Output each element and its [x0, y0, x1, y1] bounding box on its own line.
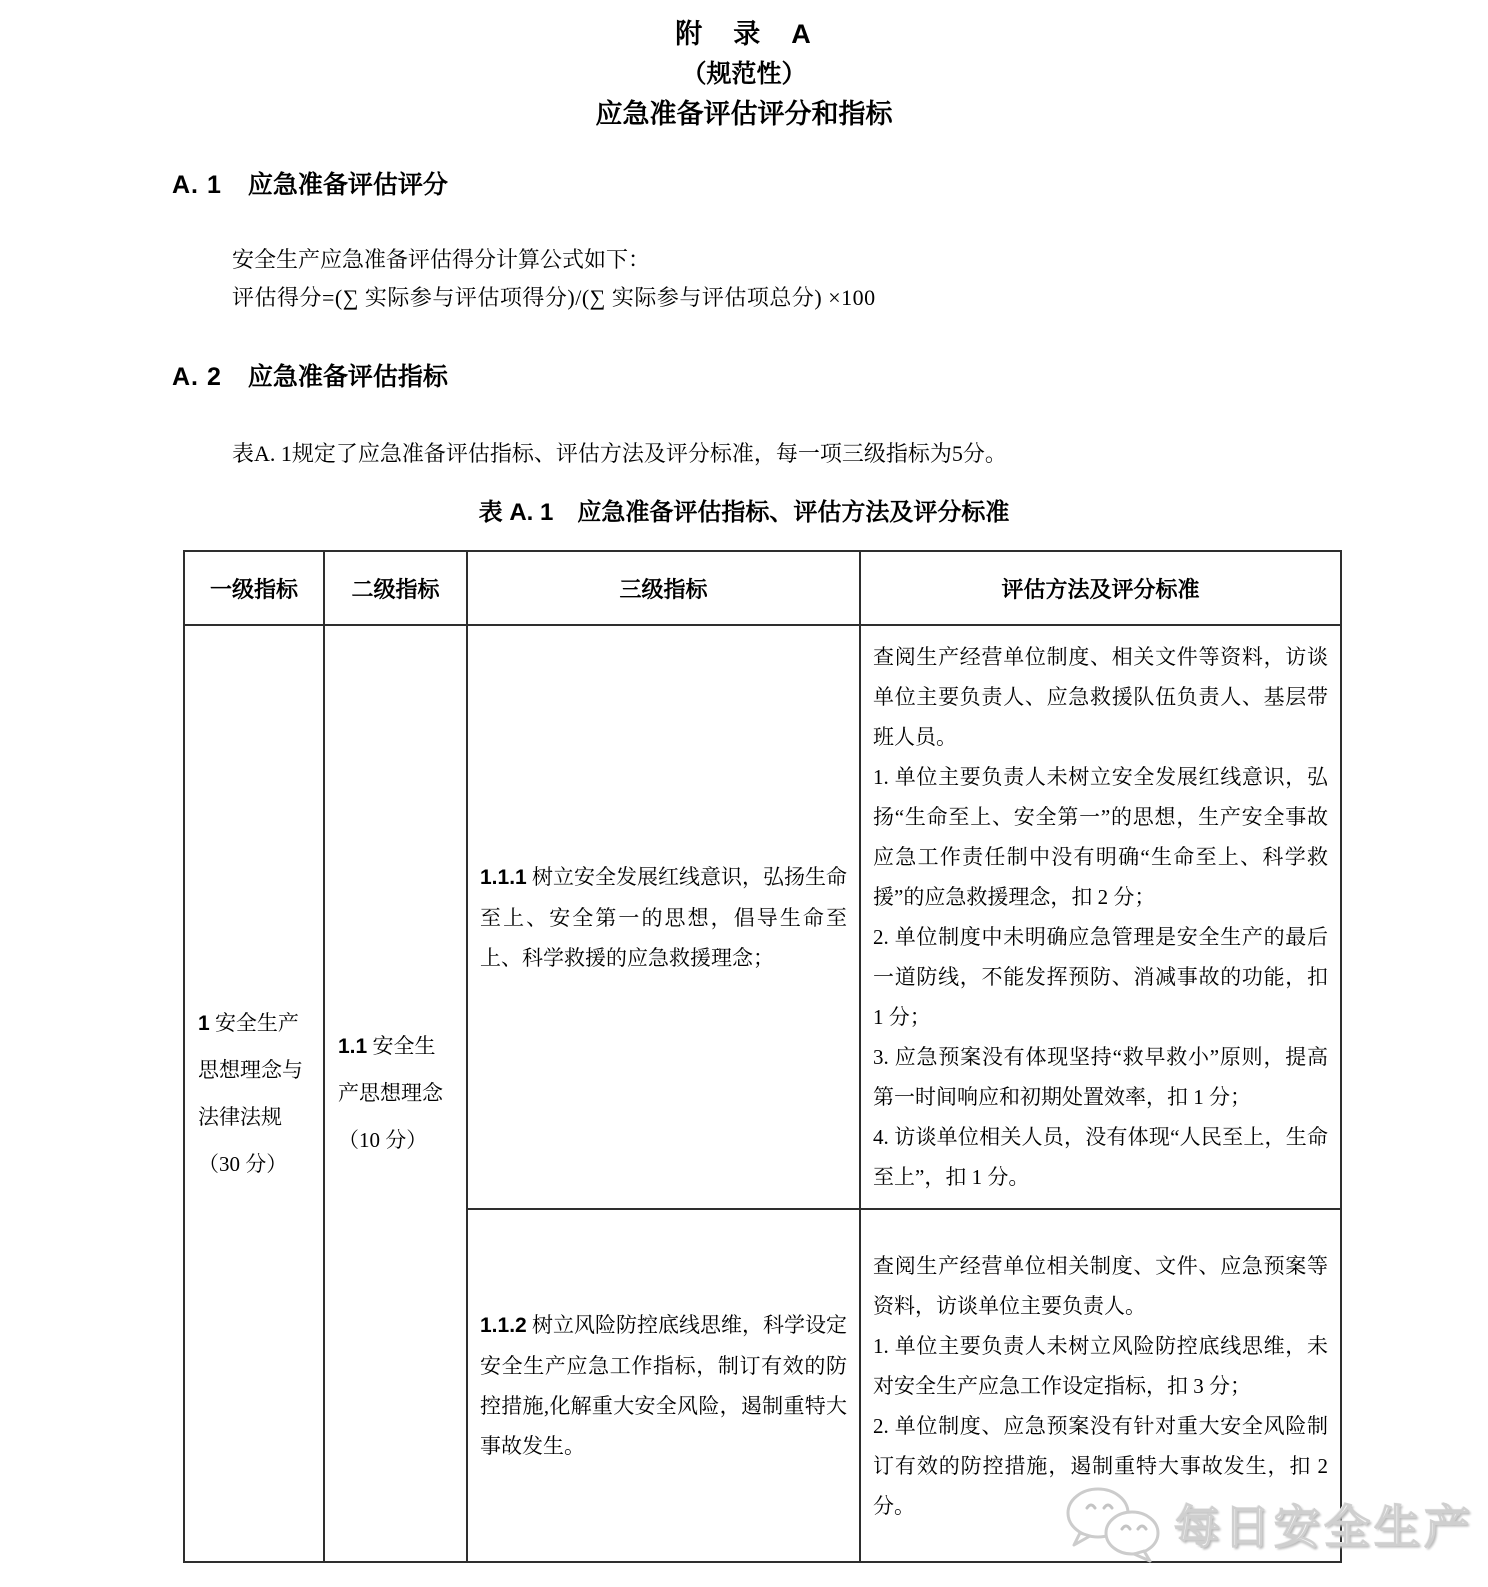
- level2-label: 安全生产思想理念: [338, 1034, 443, 1105]
- appendix-title: 附 录 A: [675, 19, 813, 49]
- appendix-table: [183, 550, 1342, 1563]
- level1-indicator-cell: [184, 625, 324, 1562]
- table-row: [184, 625, 1341, 1209]
- level3-text: 树立安全发展红线意识，弘扬生命至上、安全第一的思想，倡导生命至上、科学救援的应急救援理念；: [480, 864, 848, 970]
- watermark-text: 每日安全生产: [1174, 1501, 1474, 1553]
- method-paragraph: 查阅生产经营单位相关制度、文件、应急预案等资料，访谈单位主要负责人。: [873, 1253, 1328, 1318]
- method-paragraph: 1. 单位主要负责人未树立安全发展红线意识，弘扬“生命至上、安全第一”的思想，生产安全事故应急工作责任制中没有明确“生命至上、科学救援”的应急救援理念，扣 2 分；: [873, 765, 1328, 909]
- level1-score: （30 分）: [198, 1151, 288, 1176]
- level2-score: （10 分）: [338, 1128, 428, 1152]
- method-cell: [860, 625, 1341, 1209]
- level3-number: 1.1.2: [480, 1314, 527, 1337]
- a1-intro-paragraph: 安全生产应急准备评估得分计算公式如下：: [232, 247, 651, 272]
- level1-label: 安全生产思想理念与法律法规: [198, 1010, 303, 1129]
- section-a2-heading: [172, 360, 1488, 394]
- level2-number: 1.1: [338, 1035, 368, 1058]
- normative-label: （规范性）: [681, 60, 807, 88]
- header-cell-level1: 一级指标: [184, 551, 324, 625]
- a2-intro-paragraph: 表A. 1规定了应急准备评估指标、评估方法及评分标准，每一项三级指标为5分。: [232, 441, 1007, 466]
- level1-indicator-text: [198, 1000, 310, 1141]
- section-a2-title: 应急准备评估指标: [247, 363, 448, 391]
- level3-indicator-cell: [467, 625, 860, 1209]
- level3-indicator-cell: [467, 1209, 860, 1562]
- table-caption-title: 应急准备评估指标、评估方法及评分标准: [577, 499, 1010, 526]
- a1-formula: 评估得分=(∑ 实际参与评估项得分)/(∑ 实际参与评估项总分) ×100: [232, 285, 876, 310]
- table-header-row: [184, 551, 1341, 625]
- level3-text: 树立风险防控底线思维，科学设定安全生产应急工作指标，制订有效的防控措施,化解重大安全风险，遏制重特大事故发生。: [480, 1313, 848, 1458]
- method-paragraph: 3. 应急预案没有体现坚持“救早救小”原则，提高第一时间响应和初期处置效率，扣 1 分；: [873, 1045, 1328, 1109]
- method-paragraph: 2. 单位制度中未明确应急管理是安全生产的最后一道防线，不能发挥预防、消减事故的功能，扣 1 分；: [873, 925, 1328, 1029]
- method-cell: [860, 1209, 1341, 1562]
- header-cell-level3: 三级指标: [467, 551, 860, 625]
- document-header: [0, 0, 1488, 134]
- header-cell-method: 评估方法及评分标准: [860, 551, 1341, 625]
- level3-number: 1.1.1: [480, 865, 527, 889]
- method-paragraph: 2. 单位制度、应急预案没有针对重大安全风险制订有效的防控措施，遏制重特大事故发生，扣 2 分。: [873, 1413, 1328, 1518]
- method-paragraph: 1. 单位主要负责人未树立风险防控底线思维，未对安全生产应急工作设定指标，扣 3 分；: [873, 1333, 1328, 1398]
- level2-indicator-text: [338, 1023, 453, 1117]
- header-cell-level2: 二级指标: [324, 551, 467, 625]
- appendix-subtitle: 应急准备评估评分和指标: [595, 99, 893, 129]
- level2-indicator-cell: [324, 625, 467, 1562]
- section-a1-title: 应急准备评估评分: [247, 171, 448, 199]
- method-paragraph: 查阅生产经营单位制度、相关文件等资料，访谈单位主要负责人、应急救援队伍负责人、基层带班人员。: [873, 645, 1328, 749]
- section-a2-number: A. 2: [172, 363, 222, 391]
- table-caption: [0, 496, 1488, 530]
- section-a1-number: A. 1: [172, 171, 222, 199]
- table-caption-number: 表 A. 1: [478, 499, 554, 526]
- section-a1-heading: [172, 168, 1488, 202]
- level1-number: 1: [198, 1011, 210, 1035]
- method-paragraph: 4. 访谈单位相关人员，没有体现“人民至上，生命至上”，扣 1 分。: [873, 1125, 1328, 1189]
